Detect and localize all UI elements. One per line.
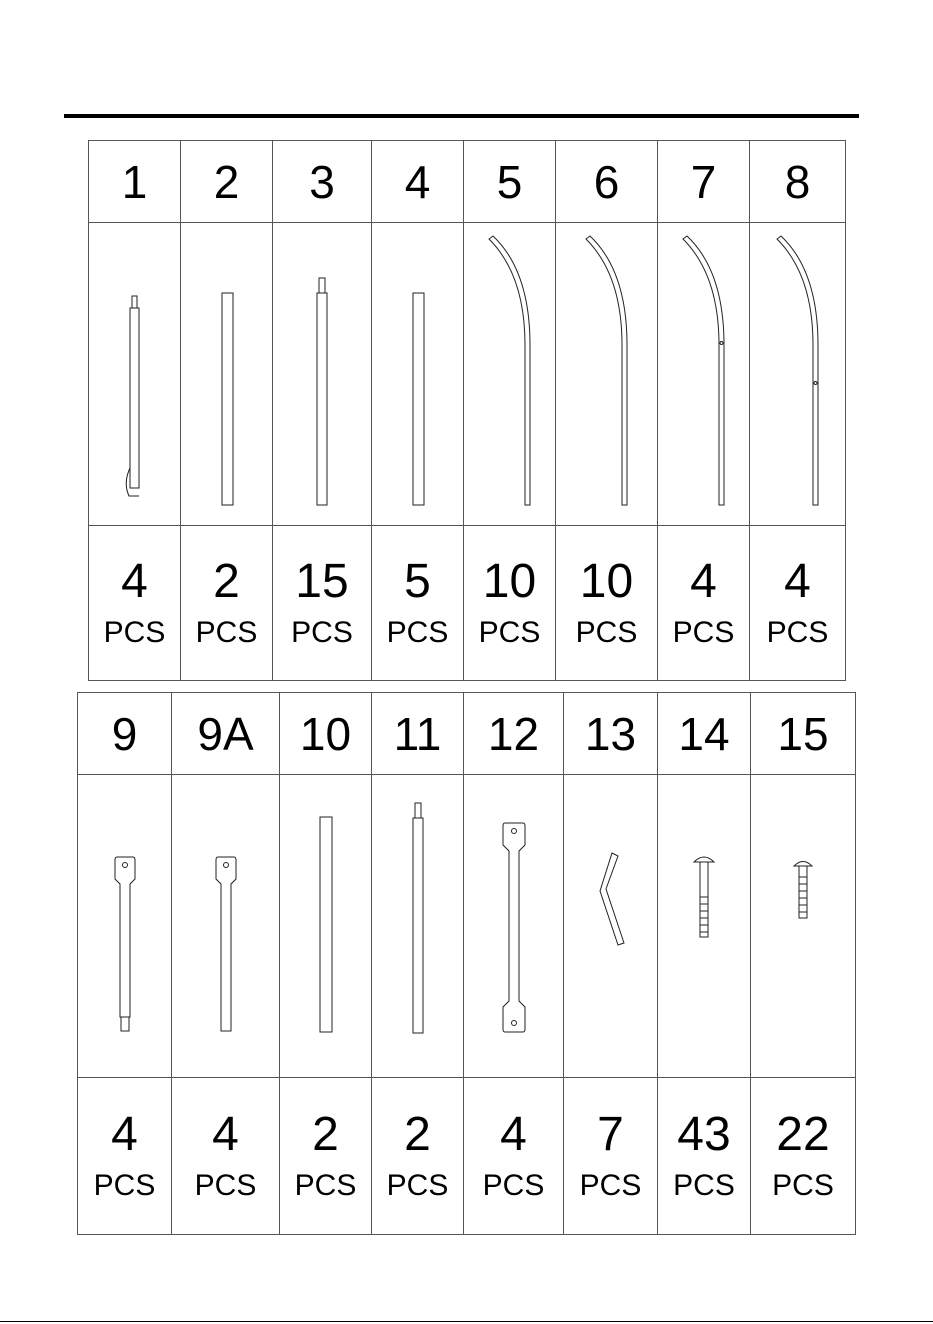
quantity-cell <box>172 1078 280 1235</box>
quantity-cell <box>750 526 846 681</box>
quantity: 22 <box>776 1108 830 1161</box>
straight-pole-with-spigot-icon <box>302 278 342 518</box>
part-illustration-cell <box>464 775 564 1078</box>
part-number: 4 <box>372 141 464 223</box>
part-number: 5 <box>464 141 556 223</box>
part-number: 9 <box>78 693 172 775</box>
quantity: 5 <box>404 555 431 608</box>
quantity-cell <box>89 526 181 681</box>
quantity-cell <box>658 1078 751 1235</box>
part-illustration-cell <box>78 775 172 1078</box>
part-illustration-cell <box>372 223 464 526</box>
quantity: 15 <box>295 555 349 608</box>
part-illustration-cell <box>556 223 658 526</box>
quantity-cell <box>556 526 658 681</box>
quantity: 7 <box>597 1108 624 1161</box>
unit-label: PCS <box>194 1169 257 1202</box>
part-illustration-cell <box>273 223 372 526</box>
part-number: 10 <box>280 693 372 775</box>
quantity-cell <box>273 526 372 681</box>
curved-pole-with-hole-icon <box>763 235 833 525</box>
straight-pole-icon <box>207 278 247 518</box>
curved-pole-icon <box>572 235 642 525</box>
quantity-cell <box>464 1078 564 1235</box>
part-number: 3 <box>273 141 372 223</box>
part-illustration-cell <box>172 775 280 1078</box>
part-number: 1 <box>89 141 181 223</box>
unit-label: PCS <box>579 1169 642 1202</box>
curved-pole-icon <box>475 235 545 525</box>
rod-with-eyelet-and-spigot-icon <box>105 855 145 1045</box>
part-illustration-cell <box>658 775 751 1078</box>
unit-label: PCS <box>294 1169 357 1202</box>
part-number: 8 <box>750 141 846 223</box>
part-illustration-cell <box>89 223 181 526</box>
quantity-cell <box>658 526 750 681</box>
unit-label: PCS <box>575 616 638 649</box>
curved-pole-with-hole-icon <box>669 235 739 525</box>
part-illustration-cell <box>564 775 658 1078</box>
quantity-cell <box>78 1078 172 1235</box>
straight-pole-with-hook-icon <box>115 278 155 518</box>
part-number: 12 <box>464 693 564 775</box>
unit-label: PCS <box>195 616 258 649</box>
unit-label: PCS <box>386 616 449 649</box>
quantity: 4 <box>784 555 811 608</box>
unit-label: PCS <box>482 1169 545 1202</box>
unit-label: PCS <box>93 1169 156 1202</box>
quantity-cell <box>372 526 464 681</box>
parts-table-top <box>88 140 846 681</box>
unit-label: PCS <box>673 1169 735 1202</box>
quantity: 4 <box>690 555 717 608</box>
part-number: 7 <box>658 141 750 223</box>
quantity: 4 <box>111 1108 138 1161</box>
quantity: 4 <box>121 555 148 608</box>
bent-connector-icon <box>586 851 636 951</box>
part-illustration-cell <box>181 223 273 526</box>
part-illustration-cell <box>372 775 464 1078</box>
part-illustration-cell <box>658 223 750 526</box>
quantity: 2 <box>312 1108 339 1161</box>
part-illustration-cell <box>280 775 372 1078</box>
quantity: 4 <box>212 1108 239 1161</box>
part-illustration-cell <box>751 775 856 1078</box>
unit-label: PCS <box>103 616 166 649</box>
unit-label: PCS <box>386 1169 449 1202</box>
quantity-cell <box>280 1078 372 1235</box>
quantity: 2 <box>213 555 240 608</box>
part-number: 13 <box>564 693 658 775</box>
straight-pole-icon <box>398 278 438 518</box>
long-bolt-icon <box>684 852 724 942</box>
short-bolt-icon <box>783 857 823 927</box>
unit-label: PCS <box>772 1169 834 1202</box>
unit-label: PCS <box>672 616 735 649</box>
parts-table-bottom <box>77 692 856 1235</box>
rod-with-eyelet-icon <box>206 855 246 1045</box>
unit-label: PCS <box>766 616 829 649</box>
part-illustration-cell <box>750 223 846 526</box>
unit-label: PCS <box>291 616 353 649</box>
quantity: 4 <box>500 1108 527 1161</box>
part-illustration-cell <box>464 223 556 526</box>
page-bottom-edge <box>0 1321 933 1322</box>
straight-pole-with-spigot-icon <box>398 803 438 1043</box>
straight-pole-icon <box>306 815 346 1045</box>
unit-label: PCS <box>478 616 541 649</box>
quantity-cell <box>464 526 556 681</box>
quantity: 2 <box>404 1108 431 1161</box>
quantity-cell <box>751 1078 856 1235</box>
brace-with-two-eyelets-icon <box>494 821 534 1041</box>
header-rule <box>64 114 859 118</box>
quantity-cell <box>564 1078 658 1235</box>
quantity-cell <box>181 526 273 681</box>
part-number: 6 <box>556 141 658 223</box>
part-number: 15 <box>751 693 856 775</box>
part-number: 14 <box>658 693 751 775</box>
part-number: 11 <box>372 693 464 775</box>
quantity: 10 <box>482 555 537 608</box>
quantity: 10 <box>579 555 634 608</box>
part-number: 2 <box>181 141 273 223</box>
quantity: 43 <box>677 1108 731 1161</box>
part-number: 9A <box>172 693 280 775</box>
quantity-cell <box>372 1078 464 1235</box>
